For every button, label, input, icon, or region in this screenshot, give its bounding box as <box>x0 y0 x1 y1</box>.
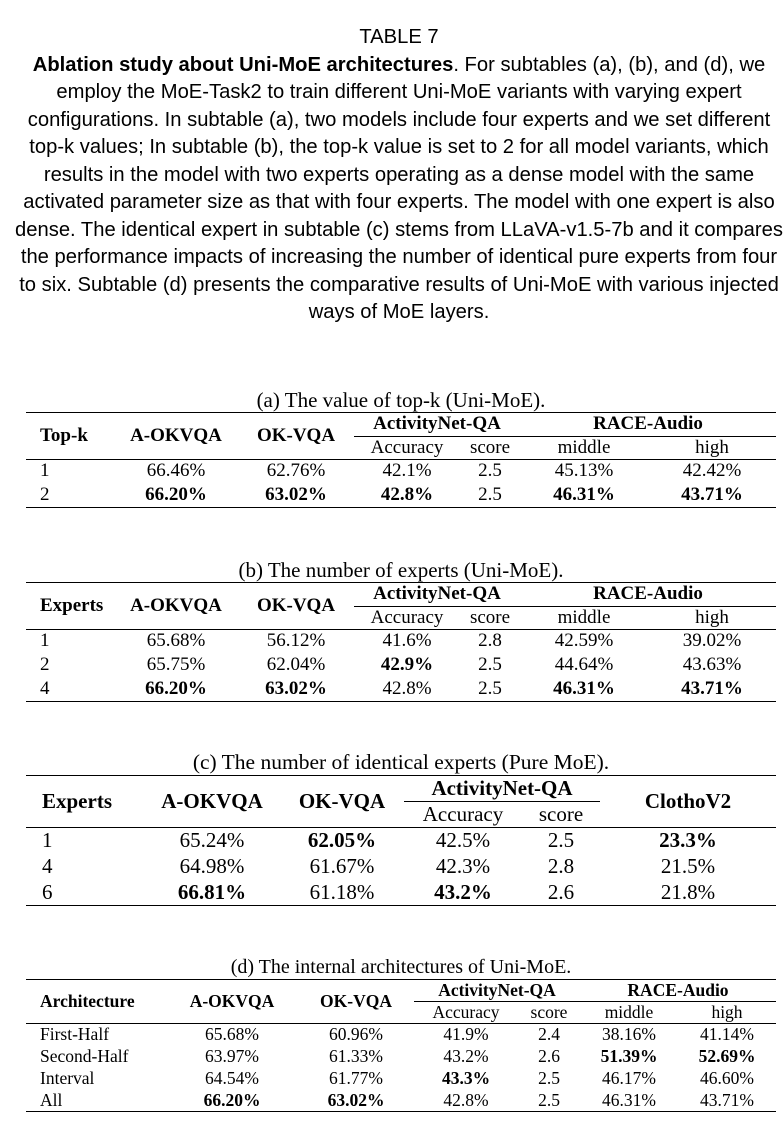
cell-clothov2: 23.3% <box>600 828 776 854</box>
header-accuracy: Accuracy <box>432 1002 500 1022</box>
header-aokvqa: A-OKVQA <box>130 424 222 446</box>
cell-aokvqa: 63.97% <box>205 1046 259 1066</box>
header-okvqa: OK-VQA <box>298 789 386 813</box>
row-key: Interval <box>40 1068 95 1088</box>
header-okvqa: OK-VQA <box>256 424 336 446</box>
table-row <box>26 483 776 507</box>
row-key: 1 <box>26 629 114 653</box>
cell-accuracy: 41.9% <box>414 1024 518 1046</box>
cell-score: 2.8 <box>460 629 520 653</box>
cell-middle: 42.59% <box>520 629 648 653</box>
cell-accuracy: 42.8% <box>354 677 460 701</box>
row-key: Second-Half <box>40 1046 129 1066</box>
cell-high: 52.69% <box>698 1046 756 1066</box>
cell-middle: 51.39% <box>600 1046 658 1066</box>
cell-okvqa: 63.02% <box>238 483 354 507</box>
cell-middle: 46.17% <box>602 1068 656 1088</box>
cell-aokvqa: 65.68% <box>114 629 238 653</box>
row-key: 1 <box>26 459 114 483</box>
cell-score: 2.8 <box>547 854 575 878</box>
caption-title: Ablation study about Uni-MoE architectures <box>32 53 454 76</box>
header-race-audio: RACE-Audio <box>580 980 776 1002</box>
cell-aokvqa: 64.98% <box>179 854 245 878</box>
table-label: TABLE 7 <box>359 26 439 48</box>
header-experts: Experts <box>42 789 112 813</box>
cell-aokvqa: 65.68% <box>166 1024 298 1046</box>
header-middle: middle <box>604 1002 654 1022</box>
row-key: 4 <box>26 677 114 701</box>
cell-score: 2.5 <box>460 677 520 701</box>
cell-aokvqa: 66.46% <box>114 459 238 483</box>
cell-high: 43.63% <box>682 654 742 675</box>
subtable-b-table <box>26 583 776 702</box>
cell-accuracy: 43.3% <box>441 1068 491 1088</box>
cell-score: 2.6 <box>538 1046 560 1066</box>
cell-accuracy: 42.5% <box>404 828 522 854</box>
cell-clothov2: 21.8% <box>600 880 776 906</box>
cell-high: 43.71% <box>678 1090 776 1112</box>
cell-middle: 46.31% <box>520 677 648 701</box>
cell-okvqa: 62.05% <box>280 828 404 854</box>
subtable-b-title: (b) The number of experts (Uni-MoE). <box>238 558 564 582</box>
cell-aokvqa: 65.75% <box>146 654 206 675</box>
table-row <box>26 629 776 653</box>
row-key: 2 <box>40 654 50 675</box>
header-activitynet: ActivityNet-QA <box>414 980 580 1002</box>
cell-score: 2.5 <box>522 828 600 854</box>
header-score: score <box>469 606 511 628</box>
subtable-b <box>26 556 776 706</box>
cell-accuracy: 42.8% <box>414 1090 518 1112</box>
row-key: 6 <box>26 880 144 906</box>
cell-accuracy: 42.3% <box>435 854 491 878</box>
subtable-c <box>26 748 776 918</box>
header-clothov2: ClothoV2 <box>644 789 732 813</box>
table-row <box>26 854 776 880</box>
row-key: All <box>26 1090 166 1112</box>
cell-high: 43.71% <box>648 677 776 701</box>
subtable-a-table <box>26 413 776 508</box>
table-row <box>26 1046 776 1068</box>
header-accuracy: Accuracy <box>370 436 444 458</box>
cell-score: 2.4 <box>518 1024 580 1046</box>
row-key: 2 <box>26 483 114 507</box>
row-key: 1 <box>26 828 144 854</box>
header-accuracy: Accuracy <box>422 802 504 826</box>
cell-clothov2: 21.5% <box>660 854 716 878</box>
cell-score: 2.5 <box>518 1090 580 1112</box>
header-aokvqa: A-OKVQA <box>130 594 222 616</box>
table-row <box>26 1068 776 1090</box>
cell-okvqa: 61.77% <box>329 1068 383 1088</box>
header-race-audio: RACE-Audio <box>520 583 776 606</box>
table-row <box>26 677 776 701</box>
cell-middle: 45.13% <box>520 459 648 483</box>
cell-aokvqa: 65.24% <box>144 828 280 854</box>
header-experts: Experts <box>40 594 104 616</box>
header-score: score <box>538 802 584 826</box>
header-score: score <box>530 1002 568 1022</box>
header-aokvqa: A-OKVQA <box>189 991 275 1011</box>
cell-okvqa: 56.12% <box>238 629 354 653</box>
cell-okvqa: 63.02% <box>298 1090 414 1112</box>
header-okvqa: OK-VQA <box>320 991 392 1011</box>
cell-score: 2.5 <box>478 654 502 675</box>
cell-accuracy: 43.2% <box>443 1046 489 1066</box>
header-okvqa: OK-VQA <box>256 594 336 616</box>
subtable-a-title: (a) The value of top-k (Uni-MoE). <box>256 388 546 412</box>
header-score: score <box>469 436 511 458</box>
cell-high: 41.14% <box>678 1024 776 1046</box>
cell-middle: 46.31% <box>520 483 648 507</box>
cell-accuracy: 43.2% <box>404 880 522 906</box>
subtable-d-title: (d) The internal architectures of Uni-MoE. <box>230 956 572 978</box>
cell-score: 2.5 <box>460 459 520 483</box>
cell-score: 2.5 <box>460 483 520 507</box>
cell-high: 43.71% <box>648 483 776 507</box>
table-row <box>26 459 776 483</box>
cell-middle: 46.31% <box>580 1090 678 1112</box>
cell-accuracy: 41.6% <box>354 629 460 653</box>
row-key: First-Half <box>26 1024 166 1046</box>
cell-okvqa: 63.02% <box>238 677 354 701</box>
row-key: 4 <box>42 854 53 878</box>
cell-score: 2.5 <box>538 1068 560 1088</box>
cell-aokvqa: 66.20% <box>166 1090 298 1112</box>
header-aokvqa: A-OKVQA <box>161 789 263 813</box>
header-topk: Top-k <box>40 424 88 446</box>
cell-okvqa: 61.33% <box>329 1046 383 1066</box>
table-caption <box>14 24 784 327</box>
header-architecture: Architecture <box>40 991 135 1011</box>
header-activitynet: ActivityNet-QA <box>404 776 600 802</box>
header-activitynet: ActivityNet-QA <box>354 583 520 606</box>
subtable-c-table <box>26 776 776 906</box>
header-middle: middle <box>557 436 611 458</box>
header-middle: middle <box>557 606 611 628</box>
cell-okvqa: 62.76% <box>238 459 354 483</box>
cell-aokvqa: 66.20% <box>114 677 238 701</box>
subtable-c-title: (c) The number of identical experts (Pure MoE). <box>192 750 610 774</box>
subtable-d <box>26 954 776 1114</box>
table-row <box>26 880 776 906</box>
header-accuracy: Accuracy <box>370 606 444 628</box>
header-activitynet: ActivityNet-QA <box>354 413 520 436</box>
caption-text: . For subtables (a), (b), and (d), we employ the MoE-Task2 to train different Uni-MoE variants with varying expert configurations. In subtable (a), two models include four experts and we set different top-k values; In subtable (b), the top-k value is set to 2 for all model variants, which results in the model with two experts operating as a dense model with the same activated parameter size as that with four experts. The model with one expert is also dense. The identical expert in subtable (c) stems from LLaVA-v1.5-7b and it compares the performance impacts of increasing the number of identical pure experts from four to six. Subtable (d) presents the comparative results of Uni-MoE with various injected ways of MoE layers. <box>15 53 783 323</box>
cell-accuracy: 42.1% <box>354 459 460 483</box>
cell-aokvqa: 66.81% <box>144 880 280 906</box>
cell-okvqa: 60.96% <box>298 1024 414 1046</box>
header-high: high <box>711 1002 743 1022</box>
cell-aokvqa: 64.54% <box>205 1068 259 1088</box>
subtable-a <box>26 386 776 516</box>
cell-okvqa: 62.04% <box>266 654 326 675</box>
cell-middle: 38.16% <box>580 1024 678 1046</box>
cell-okvqa: 61.18% <box>280 880 404 906</box>
cell-score: 2.6 <box>522 880 600 906</box>
table-row <box>26 828 776 854</box>
cell-accuracy: 42.9% <box>380 654 434 675</box>
cell-accuracy: 42.8% <box>354 483 460 507</box>
header-race-audio: RACE-Audio <box>520 413 776 436</box>
cell-okvqa: 61.67% <box>309 854 375 878</box>
cell-high: 39.02% <box>648 629 776 653</box>
header-high: high <box>695 436 729 458</box>
table-row <box>26 653 776 677</box>
cell-high: 42.42% <box>648 459 776 483</box>
subtable-d-table <box>26 980 776 1112</box>
cell-aokvqa: 66.20% <box>114 483 238 507</box>
header-high: high <box>695 606 729 628</box>
table-row <box>26 1090 776 1112</box>
cell-high: 46.60% <box>700 1068 754 1088</box>
cell-middle: 44.64% <box>554 654 614 675</box>
table-row <box>26 1024 776 1046</box>
